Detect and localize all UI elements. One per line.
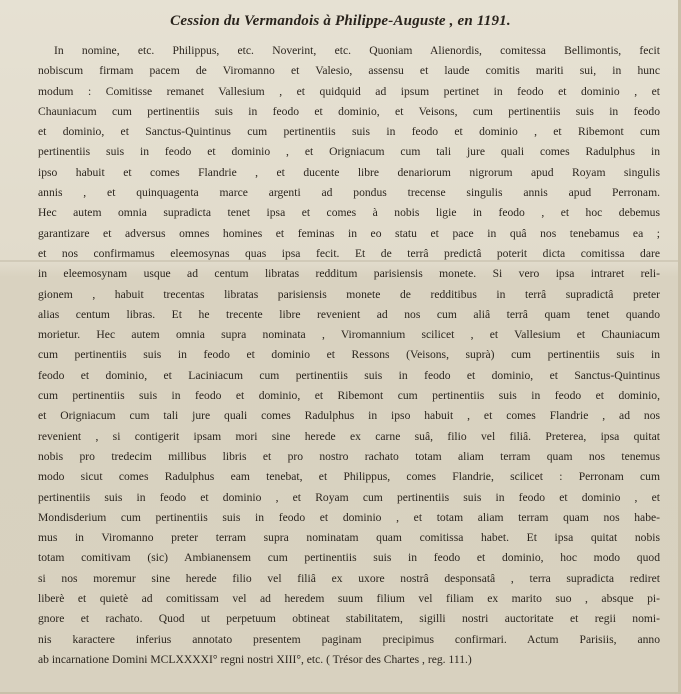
text-line: si nos moremur sine herede filio vel filiâ ex uxore nostrâ desponsatâ , terra supradicta rediret bbox=[38, 571, 660, 585]
text-line: et Origniacum cum tali jure quali comes Radulphus in ipso habuit , et comes Flandrie , ad nos bbox=[38, 409, 660, 423]
text-line: revenient , si contigerit ipsam mori sine herede ex carne suâ, filio vel filiâ. Preterea, ipsa quitat bbox=[38, 429, 660, 443]
text-line: In nomine, etc. Philippus, etc. Noverint, etc. Quoniam Alienordis, comitessa Bellimontis, fecit bbox=[54, 44, 660, 57]
text-line: cum pertinentiis suis in feodo et dominio et Ressons (Veisons, suprà) cum pertinentiis suis in bbox=[38, 348, 660, 362]
document-title: Cession du Vermandois à Philippe-Auguste , en 1191. bbox=[170, 13, 511, 29]
text-line: et nos confirmamus eleemosynas quas ipsa fecit. Et de terrâ predictâ poterit dicta comitissa dare bbox=[38, 246, 660, 260]
text-line: morietur. Hec autem omnia supra nominata , Viromannium scilicet , et Vallesium et Chauniacum bbox=[38, 328, 660, 342]
text-line: nobiscum firmam pacem de Viromanno et Valesio, assensu et laude comitis mariti sui, in hunc bbox=[38, 64, 660, 78]
text-line: pertinentiis suis in feodo et dominio , et Origniacum cum tali jure quali comes Radulphus in bbox=[38, 145, 660, 159]
text-line: gionem , habuit trecentas libratas parisiensis monete de redditibus in terrâ supradictâ preter bbox=[38, 287, 660, 301]
text-line: ipso habuit et comes Flandrie , et ducente libre denariorum nigrorum apud Royam singulis bbox=[38, 165, 660, 179]
text-line: pertinentiis suis in feodo et dominio , et Royam cum pertinentiis suis in feodo et dominio , et bbox=[38, 490, 660, 504]
text-line: nobis pro tredecim millibus libris et pro nostro rachato totam aliam terram quam nos tenemus bbox=[38, 449, 660, 463]
text-line: modum : Comitisse remanet Vallesium , et quidquid ad ipsum pertinet in feodo et dominio , et bbox=[38, 84, 660, 98]
text-line: modo sicut comes Radulphus eam tenebat, et Philippus, comes Flandrie, scilicet : Perronam cum bbox=[38, 470, 660, 484]
text-line: ab incarnatione Domini MCLXXXXI° regni nostri XIII°, etc. ( Trésor des Chartes , reg. 111.) bbox=[38, 652, 472, 666]
text-line: liberè et quietè ad comitissam vel ad heredem suum filium vel filiam ex marito suo , absque pi- bbox=[38, 592, 660, 606]
charter-text bbox=[38, 41, 660, 670]
text-line: in eleemosynam usque ad centum libratas redditum parisiensis monete. Si vero ipsa intraret reli- bbox=[38, 267, 660, 281]
text-line: mus in Viromanno preter terram supra nominatam quam comitissa habet. Et ipsa quitat nobis bbox=[38, 531, 660, 545]
text-line: Mondisderium cum pertinentiis suis in feodo et dominio , et totam aliam terram quam nos habe- bbox=[38, 510, 660, 524]
text-line: annis , et quinquagenta marce argenti ad pondus trecense singulis annis apud Perronam. bbox=[38, 186, 660, 200]
text-line: feodo et dominio, et Laciniacum cum pertinentiis suis in feodo et dominio, et Sanctus-Quintinus bbox=[38, 368, 660, 382]
text-line: totam comitivam (sic) Ambianensem cum pertinentiis suis in feodo et dominio, hoc modo quod bbox=[38, 551, 660, 565]
text-line: Chauniacum cum pertinentiis suis in feodo et dominio, et Veisons, cum pertinentiis suis in feodo bbox=[38, 104, 660, 118]
text-line: Hec autem omnia supradicta tenet ipsa et comes à nobis ligie in feodo , et hoc debemus bbox=[38, 206, 660, 220]
text-line: cum pertinentiis suis in feodo et dominio, et Ribemont cum pertinentiis suis in feodo et dominio, bbox=[38, 389, 660, 403]
text-line: gnore et rachato. Quod ut perpetuum obtineat stabilitatem, sigilli nostri auctoritate et regii nomi- bbox=[38, 612, 660, 626]
text-line: alias centum libras. Et he trecente libre revenient ad nos cum aliâ terrâ quam tenet quando bbox=[38, 307, 660, 321]
text-line: et dominio, et Sanctus-Quintinus cum pertinentiis suis in feodo et dominio , et Ribemont cum bbox=[38, 125, 660, 139]
text-line: nis karactere inferius annotato presentem paginam precipimus confirmari. Actum Parisiis, anno bbox=[38, 632, 660, 646]
text-line: garantizare et adversus omnes homines et feminas in eo statu et pace in quâ nos tenebamus ea ; bbox=[38, 226, 660, 240]
